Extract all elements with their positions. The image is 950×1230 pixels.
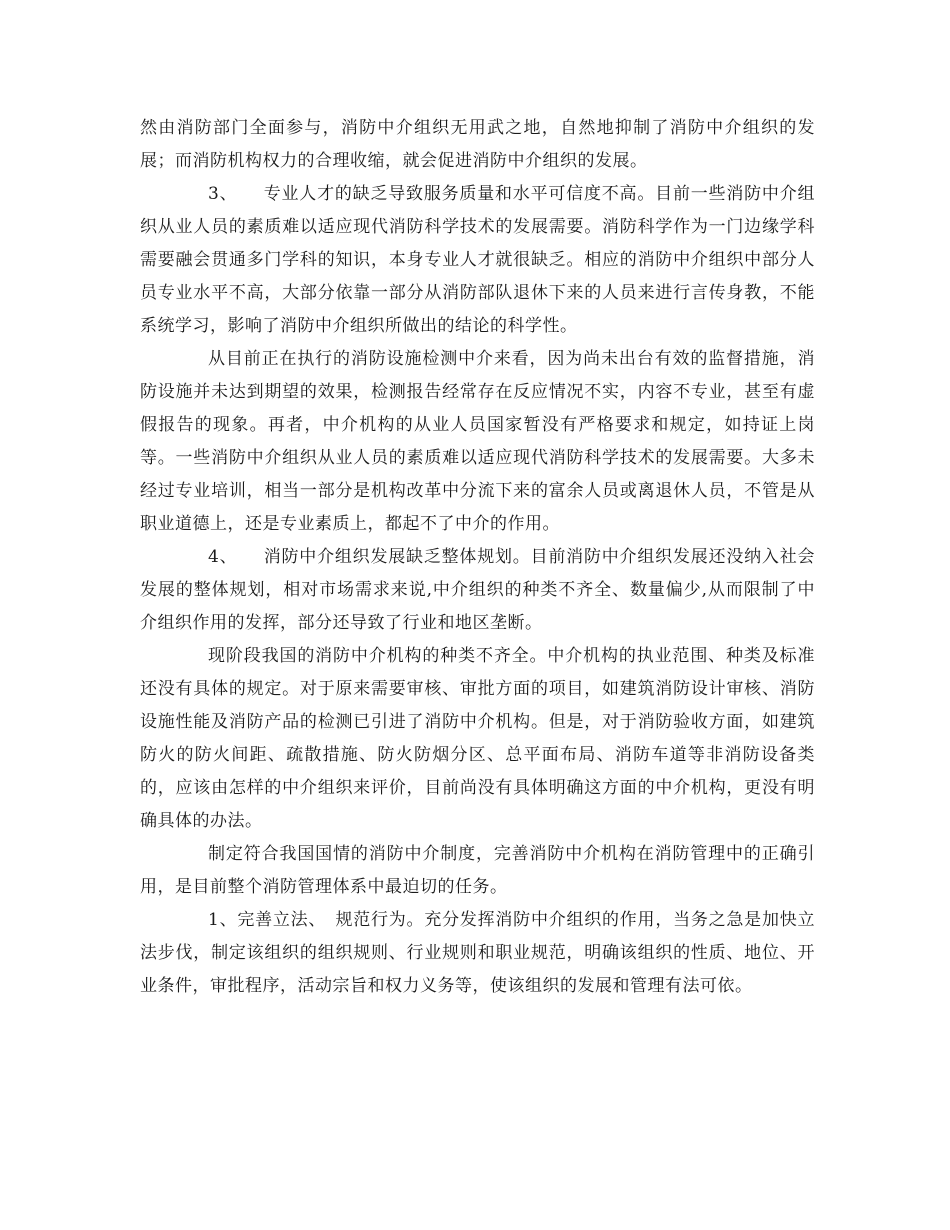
paragraph-4 [140,541,815,640]
paragraph-number: 4、 [208,547,238,567]
paragraph-text: 现阶段我国的消防中介机构的种类不齐全。中介机构的执业范围、种类及标准还没有具体的规定。对于原来需要审核、审批方面的项目，如建筑消防设计审核、消防设施性能及消防产品的检测已引进了消防中介机构。但是，对于消防验收方面，如建筑防火的防火间距、疏散措施、防火防烟分区、总平面布局、消防车道等非消防设备类的，应该由怎样的中介组织来评价，目前尚没有具体明确这方面的中介机构，更没有明确具体的办法。 [140,646,815,831]
paragraph-text: 消防中介组织发展缺乏整体规划。目前消防中介组织发展还没纳入社会发展的整体规划，相对市场需求来说,中介组织的种类不齐全、数量偏少,从而限制了中介组织作用的发挥，部分还导致了行业和地区垄断。 [140,547,815,633]
paragraph-2 [140,178,815,343]
paragraph-text: 然由消防部门全面参与，消防中介组织无用武之地，自然地抑制了消防中介组织的发展；而消防机构权力的合理收缩，就会促进消防中介组织的发展。 [140,118,815,171]
paragraph-text: 制定符合我国国情的消防中介制度，完善消防中介机构在消防管理中的正确引用，是目前整个消防管理体系中最迫切的任务。 [140,844,815,897]
paragraph-6 [140,838,815,904]
paragraph-3 [140,343,815,541]
paragraph-text: 1、完善立法、 规范行为。充分发挥消防中介组织的作用，当务之急是加快立法步伐，制定该组织的组织规则、行业规则和职业规范，明确该组织的性质、地位、开业条件，审批程序，活动宗旨和权力义务等，使该组织的发展和管理有法可依。 [140,910,815,996]
paragraph-1 [140,112,815,178]
document-body [140,112,815,1003]
paragraph-5 [140,640,815,838]
paragraph-text: 从目前正在执行的消防设施检测中介来看，因为尚未出台有效的监督措施，消防设施并未达到期望的效果，检测报告经常存在反应情况不实，内容不专业，甚至有虚假报告的现象。再者，中介机构的从业人员国家暂没有严格要求和规定，如持证上岗等。一些消防中介组织从业人员的素质难以适应现代消防科学技术的发展需要。大多未经过专业培训，相当一部分是机构改革中分流下来的富余人员或离退休人员，不管是从职业道德上，还是专业素质上，都起不了中介的作用。 [140,349,815,534]
paragraph-number: 3、 [208,184,238,204]
paragraph-7 [140,904,815,1003]
paragraph-text: 专业人才的缺乏导致服务质量和水平可信度不高。目前一些消防中介组织从业人员的素质难以适应现代消防科学技术的发展需要。消防科学作为一门边缘学科需要融会贯通多门学科的知识，本身专业人才就很缺乏。相应的消防中介组织中部分人员专业水平不高，大部分依靠一部分从消防部队退休下来的人员来进行言传身教，不能系统学习，影响了消防中介组织所做出的结论的科学性。 [140,184,815,336]
